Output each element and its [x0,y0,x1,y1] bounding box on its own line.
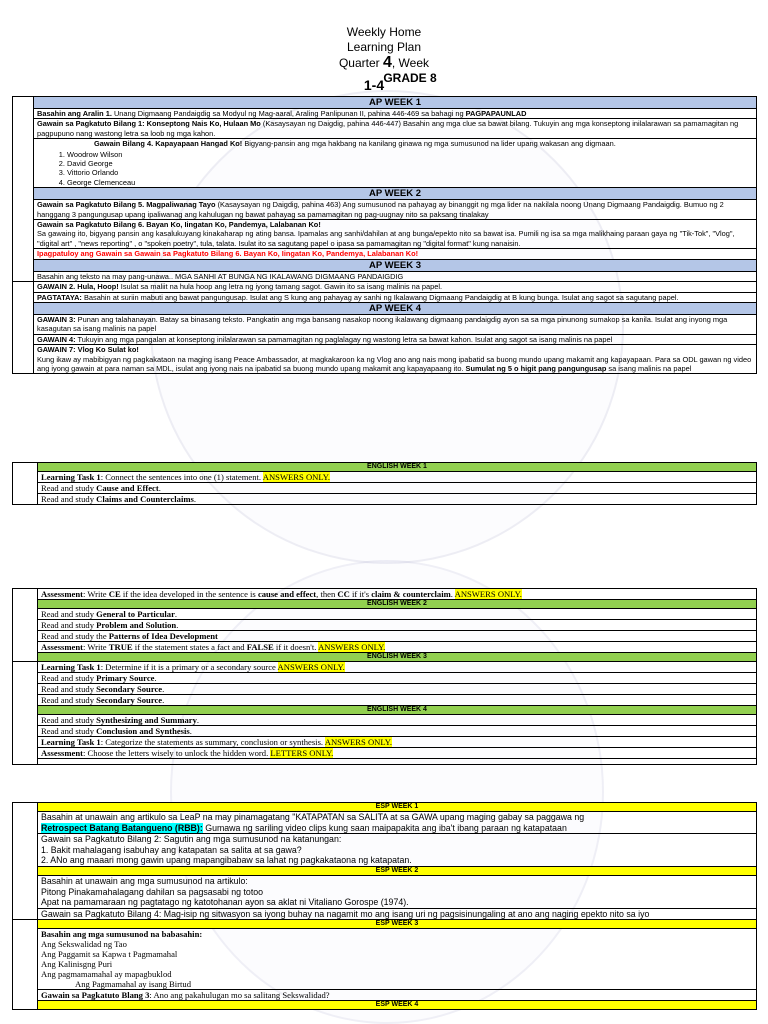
esp-w2-row1: Basahin at unawain ang mga sumusunod na artikulo: Pitong Pinakamahalagang dahilan sa pagsasabi ng totoo Apat na pamamaraan ng pagtatago ng katotohanan ayon sa aklat ni Vitaliano Gorospe (1974). [38,875,757,908]
english-w2-row2: Read and study Problem and Solution. [38,620,757,631]
english-w3-row2: Read and study Primary Source. [38,673,757,684]
week-range: 1-4 [363,77,385,93]
english-week-3-header: ENGLISH WEEK 3 [38,653,757,662]
english-w1-row1: Learning Task 1: Connect the sentences into one (1) statement. ANSWERS ONLY. [38,472,757,483]
ap-w3-row3: PAGTATAYA: Basahin at suriin mabuti ang bawat pangungusap. Isulat ang S kung ang pahayag ay sanhi ng Ikalawang Digmaang Pandaigdig at B kung bunga. Isulat ang sagot sa sagutang papel. [34,292,757,302]
esp-week-4-header: ESP WEEK 4 [38,1001,757,1010]
ap-w1-row3: Gawain Bilang 4. Kapayapaan Hangad Ko! Bigyang-pansin ang mga hakbang na kanilang ginawa ng mga sumusunod na lider upang wakasan ang digmaan. 1. Woodrow Wilson 2. David George 3. Vittorio Orlando 4. George Clemenceau [34,139,757,188]
ap-w2-row2: Gawain sa Pagkatuto Bilang 6. Bayan Ko, Iingatan Ko, Pandemya, Lalabanan Ko! Sa gawaing ito, bigyang pansin ang kasalukuyang kinakaharap ng ating bansa. Ipamalas ang sanhi/dahilan at ang bunga/epekto nito sa bawat isa. Pumili ng isa sa mga malikhaing paraan gaya ng "Tik-Tok", "Vlog", "digital art" , "news reporting" , o "spoken poetry", tula, talata. Isulat ito sa sagutang papel o ipasa sa pamamagitan ng "digital format" kung nanaisin. [34,220,757,249]
english-w2-row1: Read and study General to Particular. [38,609,757,620]
esp-w1-row2: Gawain sa Pagkatuto Bilang 2: Sagutin ang mga sumusunod na katanungan: 1. Bakit mahalagang isabuhay ang katapatan sa salita at sa gawa? 2. ANo ang maaari mong gawin upang mapangibabaw sa lahat ng pagkakataona ng katapatan. [38,834,757,867]
english-week-2-header: ENGLISH WEEK 2 [38,600,757,609]
english-w3-row4: Read and study Secondary Source. [38,695,757,706]
english-w2-row4: Assessment: Write TRUE if the statement states a fact and FALSE if it doesn't. ANSWERS ONLY. [38,642,757,653]
leader-item: 2. David George [67,159,753,168]
side-cell [13,282,34,374]
side-cell [13,463,38,505]
english-w4-row4: Assessment: Choose the letters wisely to unlock the hidden word. LETTERS ONLY. [38,748,757,759]
esp-table [12,802,757,1010]
esp-w3-row2: Gawain sa Pagkatuto Blang 3: Ano ang pakahulugan mo sa salitang Sekswalidad? [38,990,757,1001]
english-spacer-row [38,759,757,765]
ap-w3-row1: Basahin ang teksto na may pang-unawa.. MGA SANHI AT BUNGA NG IKALAWANG DIGMAANG PANDAIGDIG [34,271,757,281]
grade-label: GRADE 8 [383,71,437,85]
title-line-2: Learning Plan [346,40,422,54]
title-line-1: Weekly Home [346,25,422,39]
ap-week-4-header: AP WEEK 4 [34,302,757,314]
ap-w1-row2: Gawain sa Pagkatuto Bilang 1: Konseptong Nais Ko, Hulaan Mo (Kasaysayan ng Daigdig, pahina 446-447) Basahin ang mga clue sa bawat bilang. Tukuyin ang mga konseptong inilalarawan sa pamamagitan ng pagpupuno nang wastong letra sa loob ng mga kahon. [34,119,757,139]
ap-w4-row1: GAWAIN 3: Punan ang talahanayan. Batay sa binasang teksto. Pangkatin ang mga bansang nasakop noong ikalawang digmaang pandaigdig ayon sa sa mga pinunong sumakop sa kanila. Isulat ang inyong mga kasagutan sa isang malinis na papel [34,314,757,334]
english-w3-row3: Read and study Secondary Source. [38,684,757,695]
english-w4-row1: Read and study Synthesizing and Summary. [38,715,757,726]
ap-w4-row2: GAWAIN 4: Tukuyin ang mga pangalan at konseptong inilalarawan sa pamamagitan ng paglalagay ng wastong letra sa bawat kahon. Isulat ang sagot sa isang malinis na papel [34,334,757,344]
ap-w3-row2: GAWAIN 2. Hula, Hoop! Isulat sa maliit na hula hoop ang letra ng iyong tamang sagot. Gawin ito sa isang malinis na papel. [34,282,757,292]
english-w1-row2: Read and study Cause and Effect. [38,483,757,494]
leader-item: 1. Woodrow Wilson [67,150,753,159]
ap-week-2-header: AP WEEK 2 [34,188,757,200]
esp-week-1-header: ESP WEEK 1 [38,803,757,812]
side-cell [13,920,38,1010]
esp-w3-row1: Basahin ang mga sumusunod na babasahin: Ang Sekswalidad ng Tao Ang Paggamit sa Kapwa t Pagmamahal Ang Kalinisgng Puri Ang pagmamamahal ay mapagbuklod Ang Pagmamahal ay isang Birtud [38,929,757,990]
side-cell [13,662,38,765]
quarter-line: Quarter 4, Week [338,54,430,71]
english-table-2 [12,588,757,765]
esp-week-2-header: ESP WEEK 2 [38,866,757,875]
english-week-4-header: ENGLISH WEEK 4 [38,706,757,715]
ap-table [12,96,757,374]
ap-w4-row3: GAWAIN 7: Vlog Ko Sulat ko! Kung ikaw ay mabibigyan ng pagkakataon na maging isang Peace Ambassador, at magkakaroon ka ng Vlog ano ang nais mong ipabatid sa buong mundo upang makamit ang kapayapaan. Para sa ODL gawan ng video ang iyong gawain at para naman sa MDL, isulat ang iyong nais na ipabatid sa buong mundo upang makamit ang kapayapaang ito. Sumulat ng 5 o higit pang pangungusap sa isang malinis na papel [34,345,757,374]
english-w4-row3: Learning Task 1: Categorize the statements as summary, conclusion or synthesis. ANSWERS ONLY. [38,737,757,748]
ap-week-3-header: AP WEEK 3 [34,259,757,271]
english-w4-row2: Read and study Conclusion and Synthesis. [38,726,757,737]
ap-w2-row3: Ipagpatuloy ang Gawain sa Gawain sa Pagkatuto Bilang 6. Bayan Ko, Iingatan Ko, Pandemya, Lalabanan Ko! [34,249,757,259]
english-w3-row1: Learning Task 1: Determine if it is a primary or a secondary source ANSWERS ONLY. [38,662,757,673]
english-w1-row3: Read and study Claims and Counterclaims. [38,494,757,505]
english-w1-assessment: Assessment: Write CE if the idea developed in the sentence is cause and effect, then CC if it's claim & counterclaim. ANSWERS ONLY. [38,589,757,600]
leader-item: 4. George Clemenceau [67,178,753,187]
ap-w2-row1: Gawain sa Pagkatuto Bilang 5. Magpaliwanag Tayo (Kasaysayan ng Daigdig, pahina 463) Ang sumusunod na pahayag ay binanggit ng mga lider na nakilala noong Unang Digmaang Pandaigdig. Bumuo ng 2 hanggang 3 pangungusap upang ipaliwanag ang kahulugan ng bawat pahayag sa pamamagitan ng pag-uugnay nito sa paksang tinalakay [34,200,757,220]
english-week-1-header: ENGLISH WEEK 1 [38,463,757,472]
ap-w1-row1: Basahin ang Aralin 1. Unang Digmaang Pandaigdig sa Modyul ng Mag-aaral, Araling Panlipunan II, pahina 446-469 sa bahagi ng PAGPAPAUNLAD [34,109,757,119]
side-cell [13,803,38,920]
esp-week-3-header: ESP WEEK 3 [38,920,757,929]
leader-item: 3. Vittorio Orlando [67,168,753,177]
esp-w1-row1: Basahin at unawain ang artikulo sa LeaP na may pinamagatang "KATAPATAN sa SALITA at sa GAWA upang maging gabay sa paggawa ng Retrospect Batang Batangueno (RBB): Gumawa ng sariling video clips kung saan maipapakita ang iba't ibang paraan ng katapataan [38,812,757,834]
side-cell [13,589,38,662]
esp-w2-row2: Gawain sa Pagkatuto Bilang 4: Mag-isip ng sitwasyon sa iyong buhay na nagamit mo ang isang uri ng pagsisinungaling at ano ang naging epekto nito sa iyo [38,908,757,920]
english-w2-row3: Read and study the Patterns of Idea Development [38,631,757,642]
ap-week-1-header: AP WEEK 1 [34,97,757,109]
english-table-1 [12,462,757,505]
side-cell [13,97,34,282]
